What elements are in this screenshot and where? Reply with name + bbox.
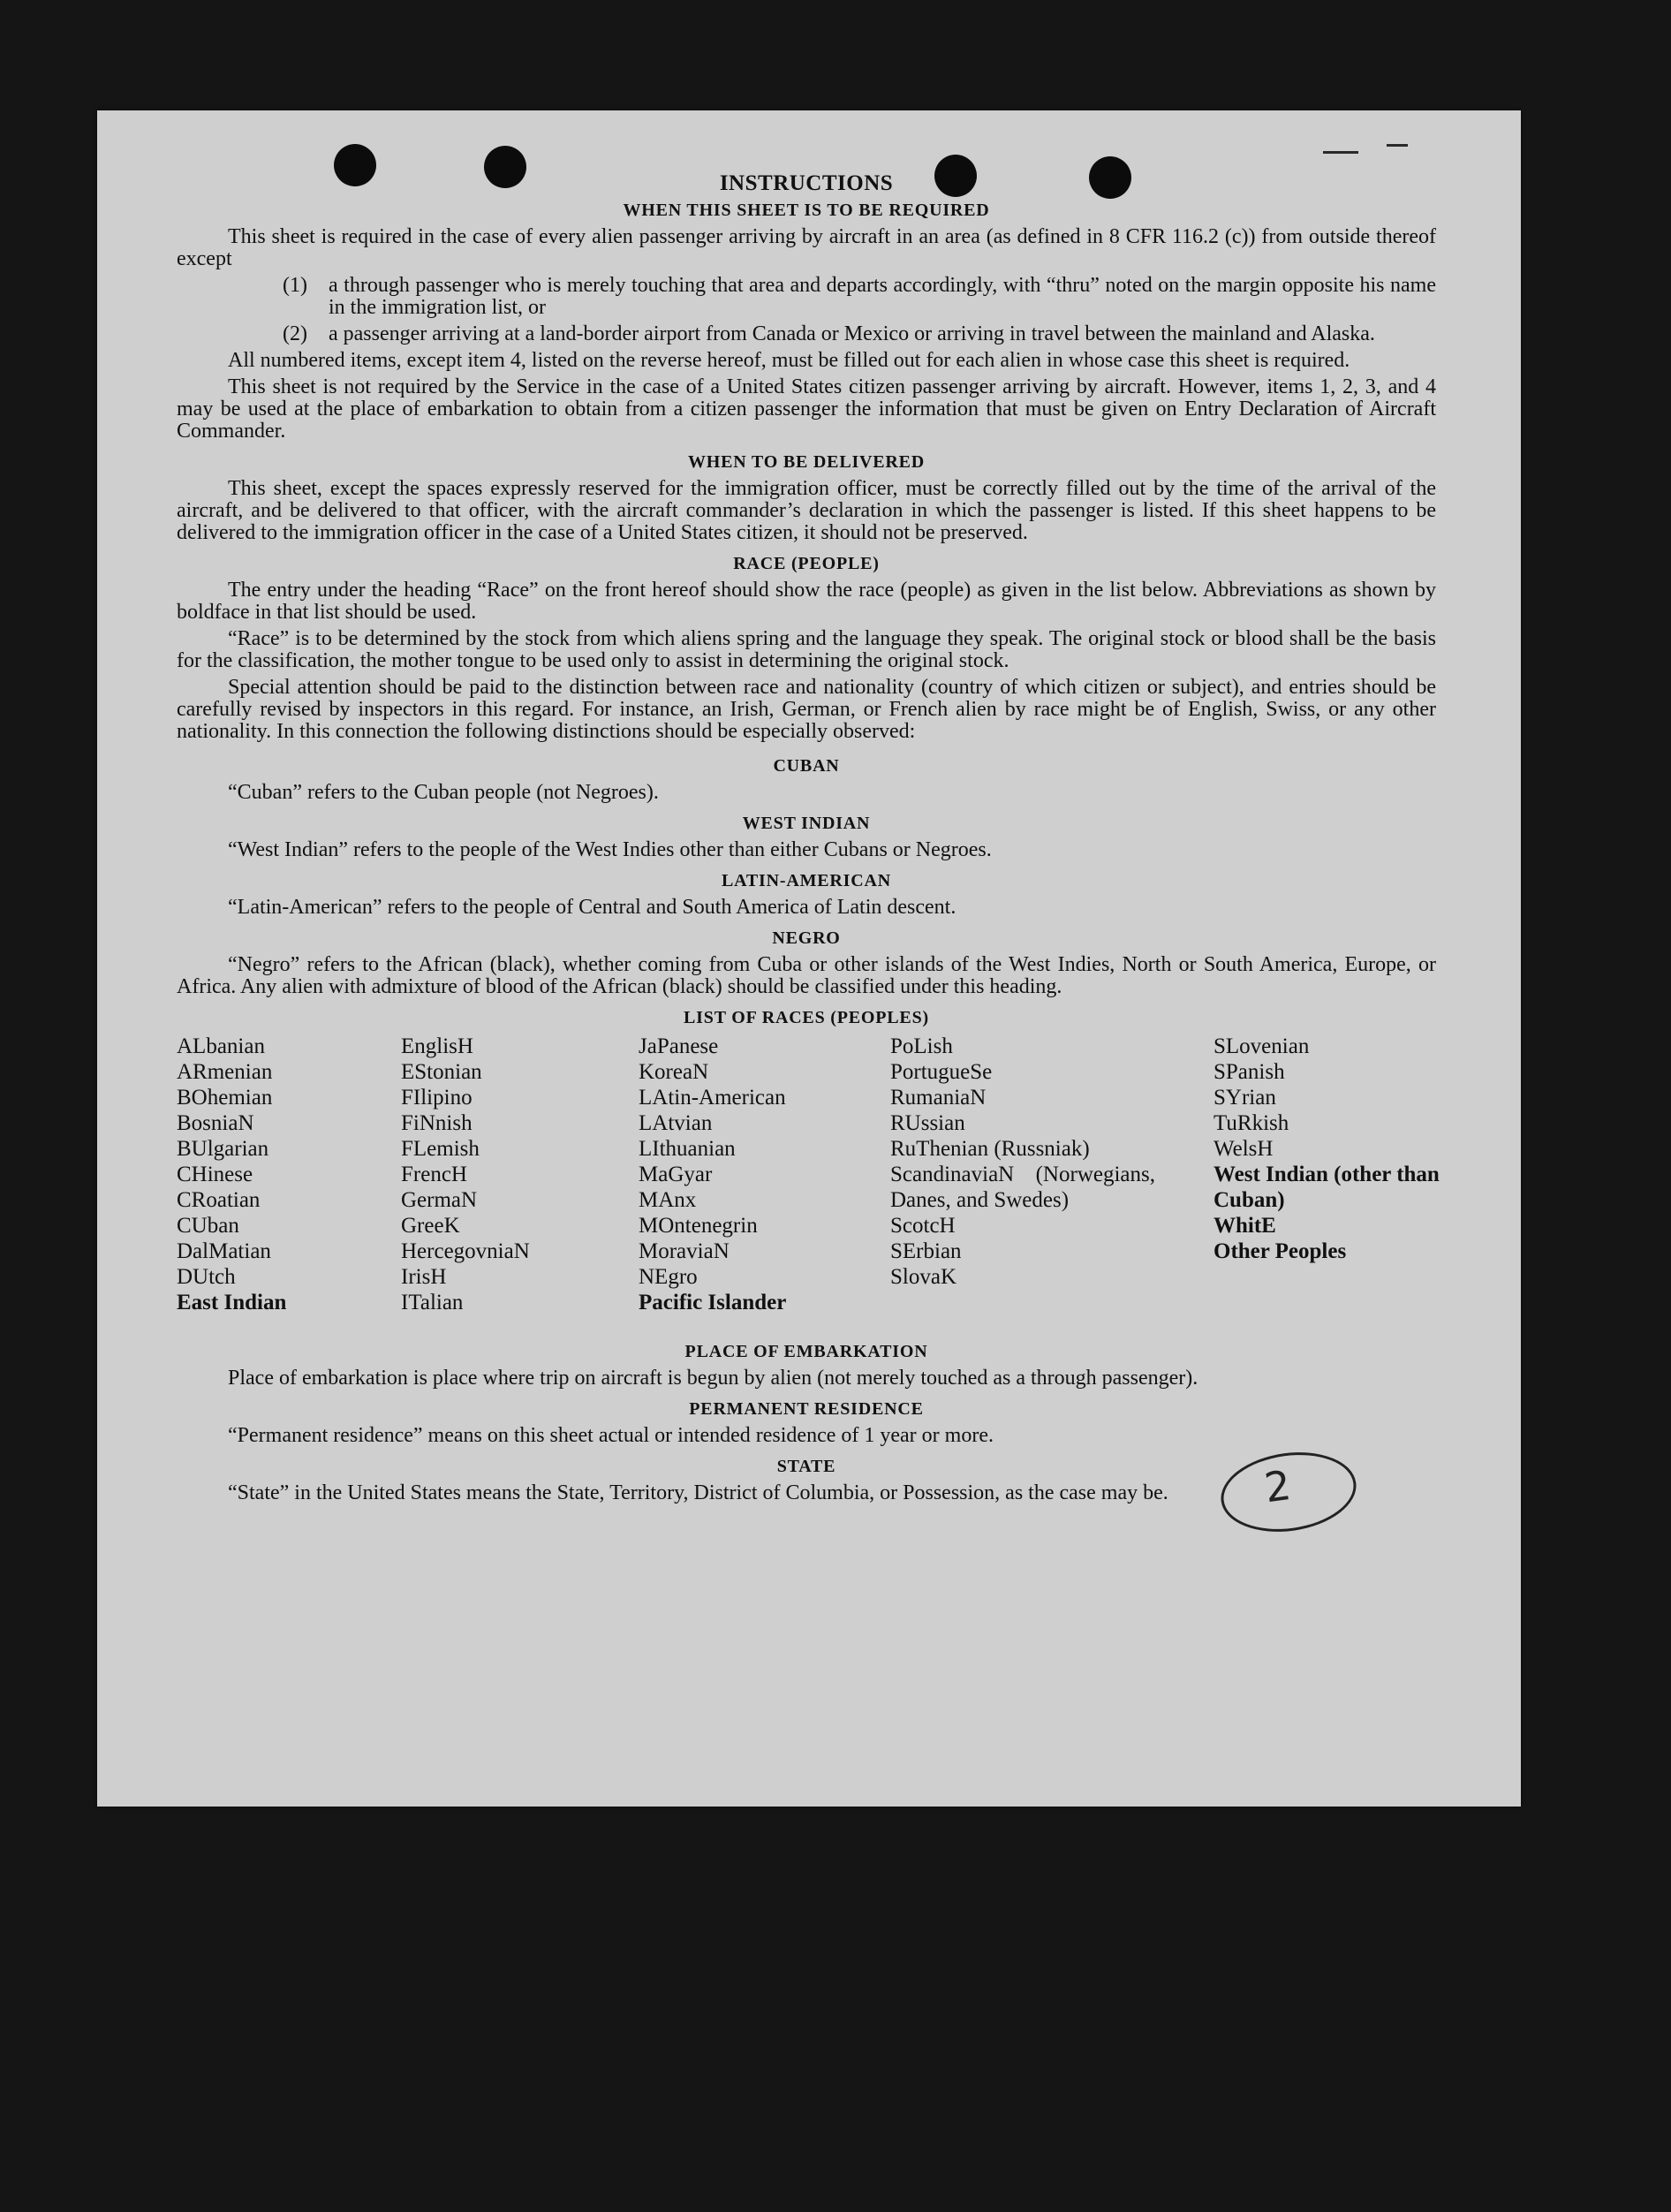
race-entry: Other Peoples bbox=[1214, 1239, 1347, 1263]
race-list bbox=[177, 1034, 1440, 1339]
race-entry: CUban bbox=[177, 1214, 239, 1238]
paragraph: “Cuban” refers to the Cuban people (not Negroes). bbox=[228, 781, 659, 804]
instructions-content bbox=[177, 171, 1440, 1509]
section-heading: LIST OF RACES (PEOPLES) bbox=[684, 1008, 929, 1027]
race-column bbox=[1214, 1034, 1443, 1264]
race-entry: EStonian bbox=[401, 1060, 482, 1084]
race-entry: RUssian bbox=[890, 1111, 965, 1135]
speck bbox=[1323, 151, 1358, 154]
race-entry: West Indian (other than Cuban) bbox=[1214, 1163, 1440, 1212]
section-heading: WEST INDIAN bbox=[742, 814, 871, 833]
race-entry: ALbanian bbox=[177, 1034, 265, 1058]
section-heading: WHEN THIS SHEET IS TO BE REQUIRED bbox=[623, 201, 990, 220]
race-entry: FIlipino bbox=[401, 1086, 473, 1110]
paragraph: “Permanent residence” means on this sheet actual or intended residence of 1 year or more. bbox=[228, 1424, 994, 1447]
race-entry: SlovaK bbox=[890, 1265, 956, 1289]
race-entry: DalMatian bbox=[177, 1239, 271, 1263]
race-entry: CHinese bbox=[177, 1163, 253, 1186]
race-entry: PortugueSe bbox=[890, 1060, 993, 1084]
race-entry: BosniaN bbox=[177, 1111, 254, 1135]
race-entry: FLemish bbox=[401, 1137, 480, 1161]
paragraph: This sheet, except the spaces expressly reserved for the immigration officer, must be correctly filled out by the time of the arrival of the aircraft, and be delivered to that officer, with the aircraft commander’s declaration in which the passenger is listed. If this sheet happens to be delivered to the immigration officer in the case of a United States citizen, it should not be preserved. bbox=[177, 477, 1436, 544]
paragraph: “Latin-American” refers to the people of Central and South America of Latin descent. bbox=[228, 896, 956, 919]
race-entry: ScandinaviaN (Norwegians, Danes, and Swedes) bbox=[890, 1163, 1155, 1212]
list-item: (2) a passenger arriving at a land-border airport from Canada or Mexico or arriving in travel between the mainland and Alaska. bbox=[283, 322, 1375, 345]
race-entry: GreeK bbox=[401, 1214, 460, 1238]
race-entry: WhitE bbox=[1214, 1214, 1276, 1238]
handwritten-annotation: 2 bbox=[1216, 1444, 1362, 1541]
race-entry: ARmenian bbox=[177, 1060, 273, 1084]
race-entry: EnglisH bbox=[401, 1034, 473, 1058]
race-entry: HercegovniaN bbox=[401, 1239, 530, 1263]
section-heading: STATE bbox=[776, 1457, 836, 1476]
race-entry: GermaN bbox=[401, 1188, 478, 1212]
race-column bbox=[890, 1034, 1155, 1290]
race-entry: East Indian bbox=[177, 1291, 287, 1314]
race-entry: FiNnish bbox=[401, 1111, 473, 1135]
paragraph: “State” in the United States means the State, Territory, District of Columbia, or Possession, as the case may be. bbox=[228, 1481, 1168, 1504]
race-entry: MaGyar bbox=[639, 1163, 713, 1186]
race-entry: SYrian bbox=[1214, 1086, 1276, 1110]
section-heading: PERMANENT RESIDENCE bbox=[689, 1399, 924, 1419]
section-heading: LATIN-AMERICAN bbox=[722, 871, 891, 890]
race-entry: ITalian bbox=[401, 1291, 464, 1314]
speck bbox=[1387, 144, 1408, 147]
race-entry: LAtin-American bbox=[639, 1086, 786, 1110]
section-heading: WHEN TO BE DELIVERED bbox=[687, 452, 926, 472]
race-entry: IrisH bbox=[401, 1265, 447, 1289]
race-entry: TuRkish bbox=[1214, 1111, 1289, 1135]
paragraph: Place of embarkation is place where trip on aircraft is begun by alien (not merely touched as a through passenger). bbox=[228, 1367, 1198, 1390]
race-entry: DUtch bbox=[177, 1265, 236, 1289]
paragraph: All numbered items, except item 4, listed on the reverse hereof, must be filled out for each alien in whose case this sheet is required. bbox=[228, 349, 1350, 372]
race-entry: SErbian bbox=[890, 1239, 962, 1263]
section-heading: PLACE OF EMBARKATION bbox=[684, 1342, 928, 1361]
race-entry: MoraviaN bbox=[639, 1239, 730, 1263]
race-entry: FrencH bbox=[401, 1163, 467, 1186]
race-entry: SPanish bbox=[1214, 1060, 1285, 1084]
paragraph: “Race” is to be determined by the stock from which aliens spring and the language they speak. The original stock or blood shall be the basis for the classification, the mother tongue to be used only to assist in determining the original stock. bbox=[177, 627, 1436, 672]
race-entry: KoreaN bbox=[639, 1060, 709, 1084]
section-heading: RACE (PEOPLE) bbox=[733, 554, 880, 573]
race-entry: MAnx bbox=[639, 1188, 697, 1212]
race-entry: MOntenegrin bbox=[639, 1214, 758, 1238]
paragraph: Special attention should be paid to the distinction between race and nationality (country of which citizen or subject), and entries should be carefully revised by inspectors in this regard. For instance, an Irish, German, or French alien by race might be of English, Swiss, or any other nationality. In this connection the following distinctions should be especially observed: bbox=[177, 676, 1436, 743]
race-entry: BUlgarian bbox=[177, 1137, 269, 1161]
race-column bbox=[401, 1034, 530, 1315]
paragraph: “West Indian” refers to the people of the West Indies other than either Cubans or Negroes. bbox=[228, 838, 992, 861]
paragraph: “Negro” refers to the African (black), whether coming from Cuba or other islands of the West Indies, North or South America, Europe, or Africa. Any alien with admixture of blood of the African (black) should be classified under this heading. bbox=[177, 953, 1436, 998]
section-heading: CUBAN bbox=[773, 756, 840, 776]
section-heading: NEGRO bbox=[772, 928, 841, 948]
list-item: (1) a through passenger who is merely touching that area and departs accordingly, with “thru” noted on the margin opposite his name in the immigration list, or bbox=[283, 274, 1436, 319]
race-column bbox=[639, 1034, 786, 1315]
document-sheet bbox=[97, 110, 1521, 1807]
race-entry: BOhemian bbox=[177, 1086, 273, 1110]
race-entry: WelsH bbox=[1214, 1137, 1274, 1161]
race-entry: NEgro bbox=[639, 1265, 698, 1289]
race-entry: SLovenian bbox=[1214, 1034, 1310, 1058]
race-entry: ScotcH bbox=[890, 1214, 956, 1238]
paragraph: The entry under the heading “Race” on the front hereof should show the race (people) as given in the list below. Abbreviations as shown by boldface in that list should be used. bbox=[177, 579, 1436, 624]
race-entry: RuThenian (Russniak) bbox=[890, 1137, 1090, 1161]
race-entry: Pacific Islander bbox=[639, 1291, 787, 1314]
race-entry: PoLish bbox=[890, 1034, 953, 1058]
race-entry: LIthuanian bbox=[639, 1137, 736, 1161]
race-entry: LAtvian bbox=[639, 1111, 713, 1135]
race-entry: CRoatian bbox=[177, 1188, 261, 1212]
paragraph: This sheet is not required by the Service in the case of a United States citizen passenger arriving by aircraft. However, items 1, 2, 3, and 4 may be used at the place of embarkation to obtain from a citizen passenger the information that must be given on Entry Declaration of Aircraft Commander. bbox=[177, 375, 1436, 443]
paragraph: This sheet is required in the case of every alien passenger arriving by aircraft in an area (as defined in 8 CFR 116.2 (c)) from outside thereof except bbox=[177, 225, 1436, 270]
race-entry: RumaniaN bbox=[890, 1086, 987, 1110]
race-entry: JaPanese bbox=[639, 1034, 719, 1058]
race-column bbox=[177, 1034, 286, 1315]
page-title: INSTRUCTIONS bbox=[719, 171, 894, 195]
